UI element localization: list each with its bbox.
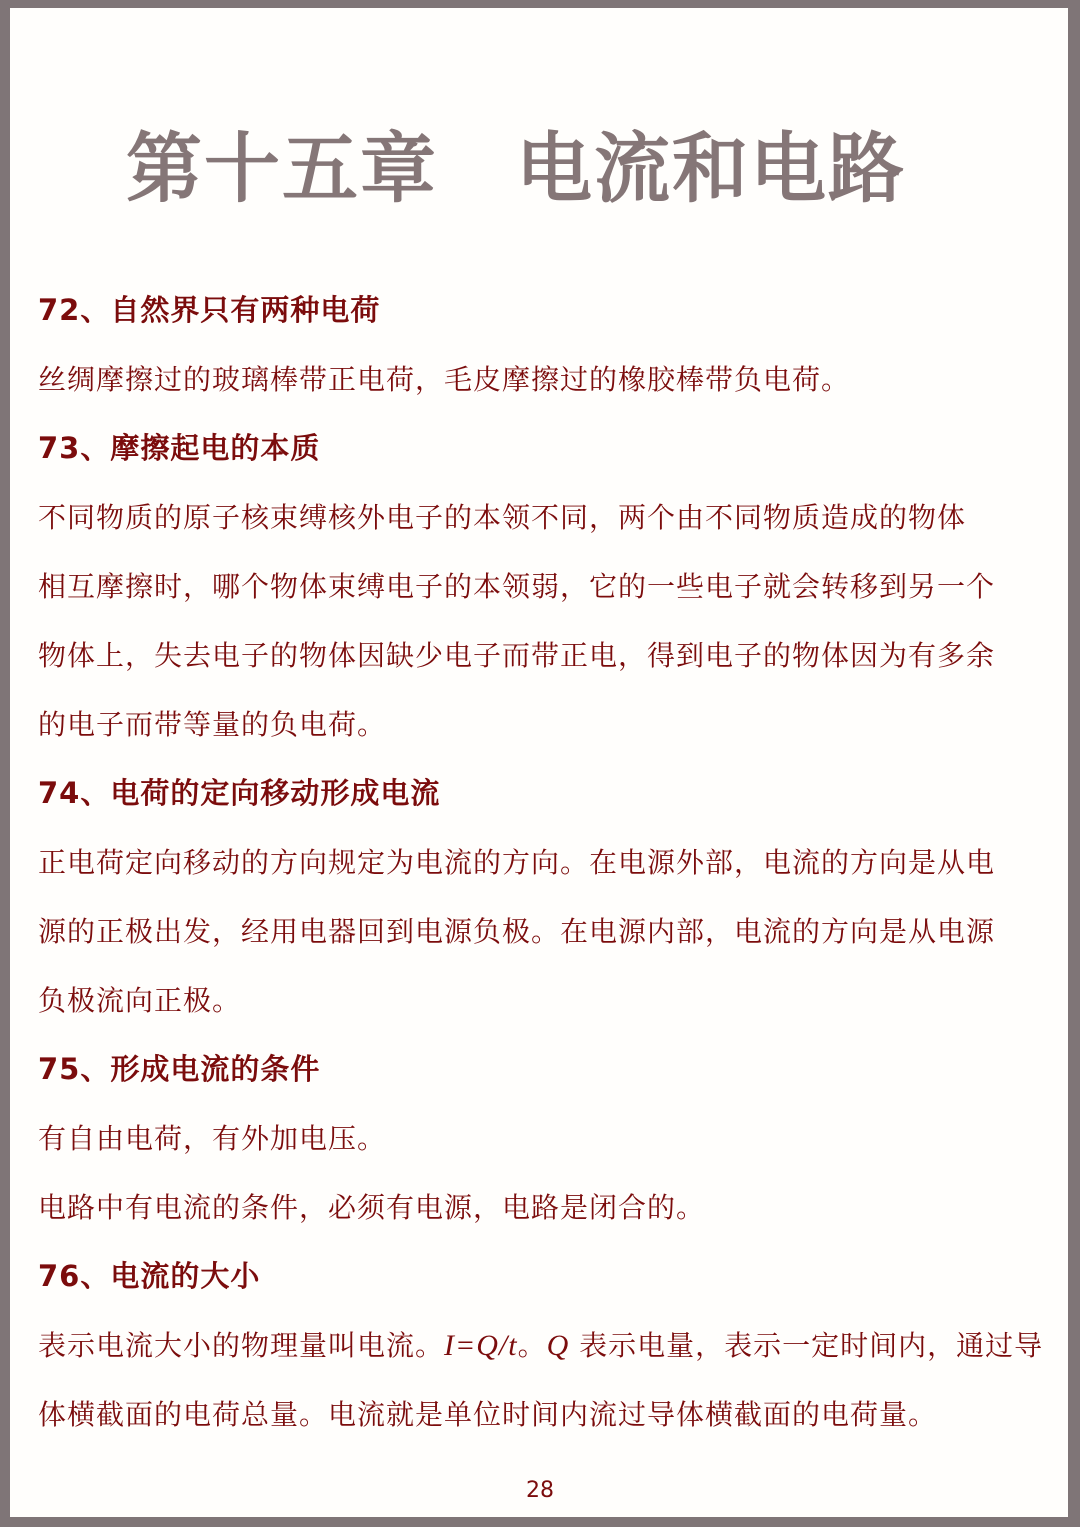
section-heading-74: 74、电荷的定向移动形成电流 [38,776,441,810]
content-body [38,276,1048,1449]
section-heading-76: 76、电流的大小 [38,1259,261,1293]
section-text-74-line-2: 源的正极出发，经用电器回到电源负极。在电源内部，电流的方向是从电源 [38,915,996,948]
text-segment: 。 [517,1329,547,1362]
page-number: 28 [526,1478,554,1503]
current-formula: I=Q/t [444,1329,518,1362]
section-text-73-line-2: 相互摩擦时，哪个物体束缚电子的本领弱，它的一些电子就会转移到另一个 [38,570,996,603]
section-text-74-line-1: 正电荷定向移动的方向规定为电流的方向。在电源外部，电流的方向是从电 [38,846,996,879]
section-heading-75: 75、形成电流的条件 [38,1052,321,1086]
section-text-73-line-4: 的电子而带等量的负电荷。 [38,708,387,741]
text-segment: 表示电量，表示一定时间内，通过导 [569,1329,1044,1362]
charge-symbol: Q [546,1329,570,1362]
section-text-74-line-3: 负极流向正极。 [38,984,242,1017]
section-heading-72: 72、自然界只有两种电荷 [38,293,381,327]
chapter-title [126,124,906,214]
chapter-name: 电流和电路 [516,124,906,213]
section-text-75-line-1: 有自由电荷，有外加电压。 [38,1122,387,1155]
text-segment: 表示电流大小的物理量叫电流。 [38,1329,445,1362]
section-text-73-line-1: 不同物质的原子核束缚核外电子的本领不同，两个由不同物质造成的物体 [38,501,967,534]
chapter-number: 第十五章 [126,124,438,213]
section-text-76-line-1 [38,1311,1048,1380]
section-text-75-line-2: 电路中有电流的条件，必须有电源，电路是闭合的。 [38,1191,706,1224]
section-text-72-line-1: 丝绸摩擦过的玻璃棒带正电荷，毛皮摩擦过的橡胶棒带负电荷。 [38,363,851,396]
section-heading-73: 73、摩擦起电的本质 [38,431,321,465]
section-text-73-line-3: 物体上，失去电子的物体因缺少电子而带正电，得到电子的物体因为有多余 [38,639,996,672]
section-text-76-line-2: 体横截面的电荷总量。电流就是单位时间内流过导体横截面的电荷量。 [38,1398,938,1431]
